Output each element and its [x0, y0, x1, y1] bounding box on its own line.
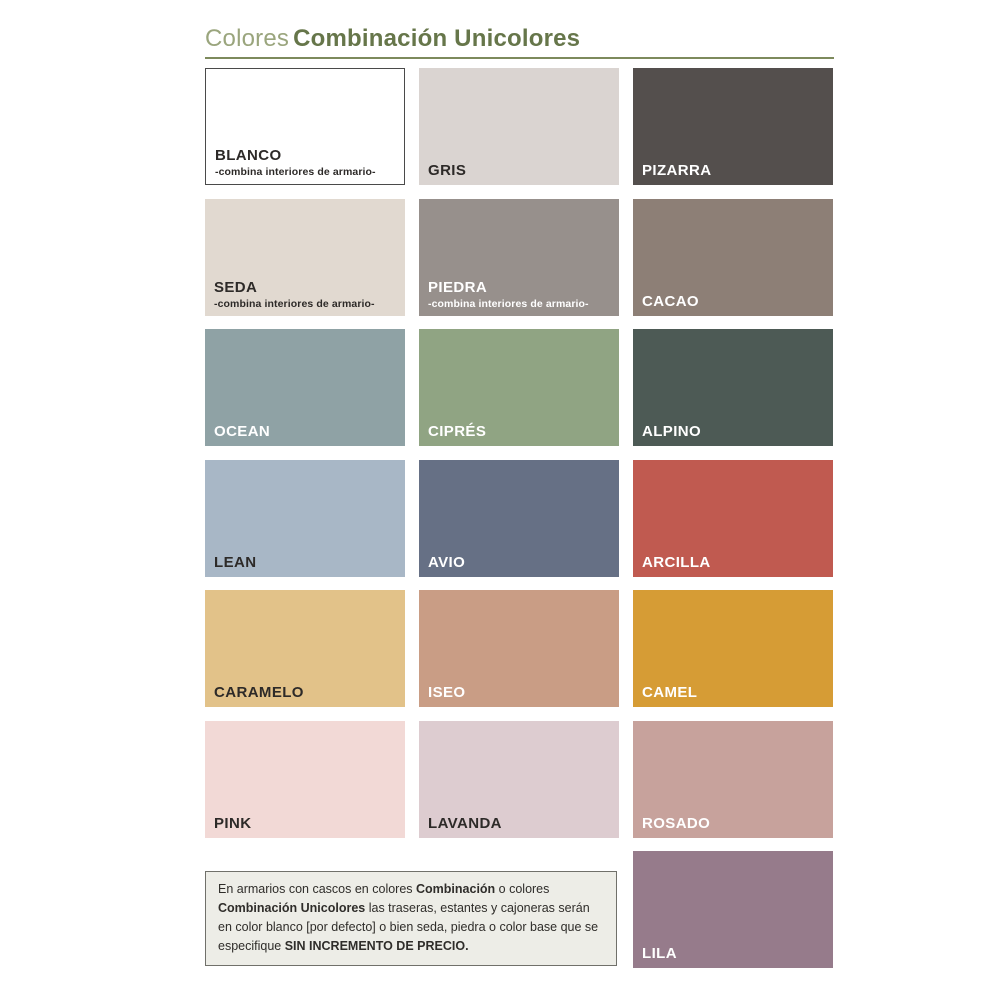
swatch-sublabel: -combina interiores de armario-	[215, 166, 376, 178]
swatch-label: ISEO	[428, 684, 466, 701]
swatch-label: CARAMELO	[214, 684, 304, 701]
swatch-cacao	[633, 199, 833, 316]
note-text-segment: Combinación	[416, 882, 496, 896]
swatch-seda	[205, 199, 405, 316]
swatch-caramelo	[205, 590, 405, 707]
swatch-pizarra	[633, 68, 833, 185]
swatch-sublabel: -combina interiores de armario-	[428, 297, 589, 310]
swatch-label: SEDA	[214, 278, 258, 296]
note-text-segment: las traseras, estantes y cajoneras serán en color blanco [por defecto] o bien seda, piedra o color base que se especifique	[218, 901, 599, 953]
swatch-camel	[633, 590, 833, 707]
swatch-label: LEAN	[214, 553, 257, 571]
combination-note	[205, 871, 617, 966]
swatch-label: PIEDRA	[428, 278, 488, 296]
swatch-rosado	[633, 721, 833, 838]
swatch-cipres	[419, 329, 619, 446]
note-text-segment: SIN INCREMENTO DE PRECIO.	[284, 939, 469, 953]
swatch-iseo	[419, 590, 619, 707]
swatch-ocean	[205, 329, 405, 446]
swatch-lavanda	[419, 721, 619, 838]
swatch-label: PIZARRA	[642, 162, 712, 179]
color-swatch-grid	[205, 68, 834, 968]
note-text-segment: o colores	[495, 882, 550, 896]
swatch-blanco	[205, 68, 405, 185]
swatch-label-block	[428, 279, 615, 310]
page-title-bold: Combinación Unicolores	[293, 25, 581, 52]
swatch-label: PINK	[214, 814, 252, 832]
swatch-gris	[419, 68, 619, 185]
swatch-label: CIPRÉS	[428, 423, 487, 440]
swatch-label: ARCILLA	[642, 553, 711, 571]
swatch-label: LAVANDA	[428, 814, 502, 832]
swatch-label: BLANCO	[215, 147, 282, 164]
swatch-avio	[419, 460, 619, 577]
swatch-arcilla	[633, 460, 833, 577]
swatch-sublabel: -combina interiores de armario-	[214, 297, 375, 310]
note-cell	[205, 851, 619, 968]
swatch-label: OCEAN	[214, 423, 271, 440]
swatch-label: GRIS	[428, 162, 467, 179]
swatch-label: LILA	[642, 945, 677, 962]
note-text-segment: Combinación Unicolores	[218, 901, 366, 915]
swatch-label-block	[215, 147, 400, 178]
swatch-pink	[205, 721, 405, 838]
swatch-label: ALPINO	[642, 423, 702, 440]
page-title	[205, 25, 834, 59]
swatch-lila	[633, 851, 833, 968]
page-title-regular: Colores	[205, 25, 290, 52]
swatch-label-block	[214, 279, 401, 310]
swatch-lean	[205, 460, 405, 577]
swatch-piedra	[419, 199, 619, 316]
swatch-label: AVIO	[428, 553, 466, 571]
swatch-label: ROSADO	[642, 814, 711, 832]
swatch-label: CAMEL	[642, 684, 698, 701]
swatch-label: CACAO	[642, 292, 699, 310]
note-text-segment: En armarios con cascos en colores	[218, 882, 417, 896]
content-area	[205, 25, 834, 968]
swatch-alpino	[633, 329, 833, 446]
